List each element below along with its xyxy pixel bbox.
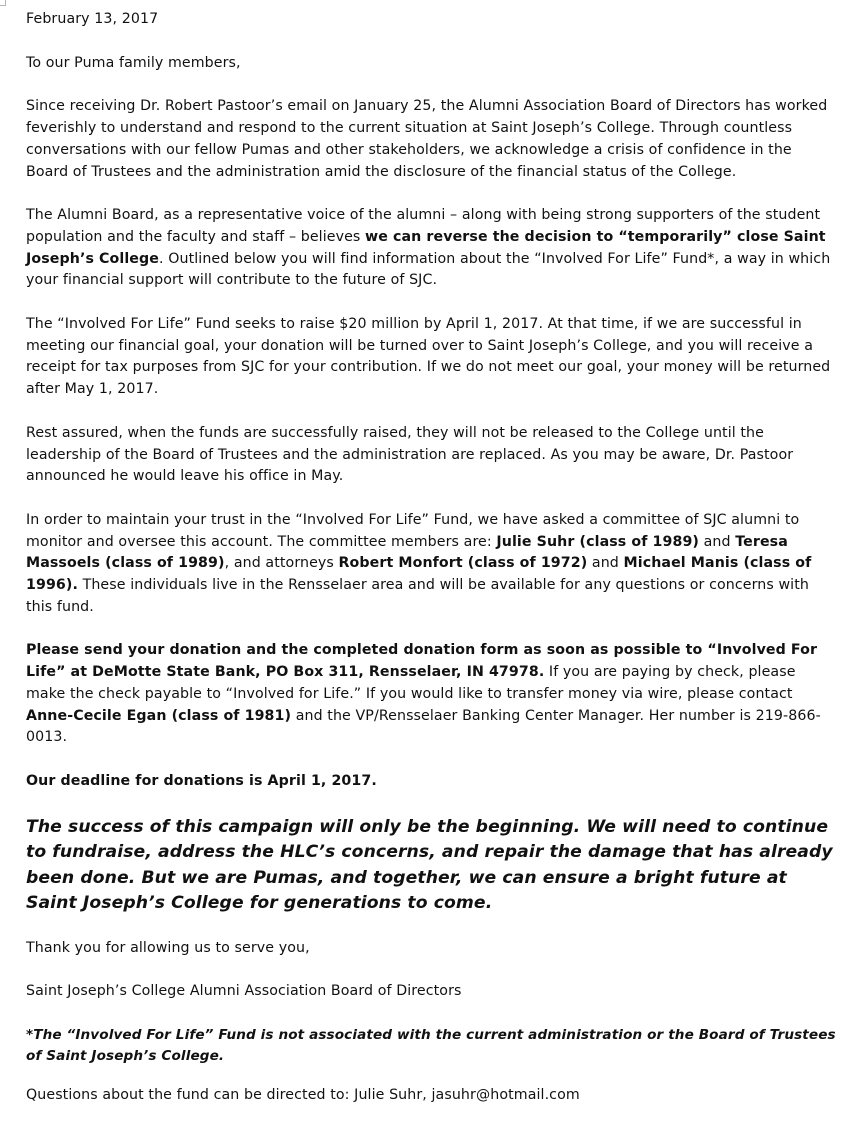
paragraph-situation: Since receiving Dr. Robert Pastoor’s email on January 25, the Alumni Association Board of Directors has worked feverishly to understand and respond to the current situation at Saint Joseph’s College. Through countless conversations with our fellow Pumas and other stakeholders, we acknowledge a crisis of confidence in the Board of Trustees and the administration amid the disclosure of the financial status of the College. xyxy=(26,98,828,180)
letter-signature: Saint Joseph’s College Alumni Association Board of Directors xyxy=(26,983,462,1000)
letter-greeting: To our Puma family members, xyxy=(26,54,241,71)
paragraph-release-conditions: Rest assured, when the funds are successfully raised, they will not be released to the College until the leadership of the Board of Trustees and the administration are replaced. As you may be aware, Dr. Pastoor announced he would leave his office in May. xyxy=(26,424,794,485)
donation-deadline-text: Our deadline for donations is April 1, 2017. xyxy=(26,772,377,789)
fund-footnote: *The “Involved For Life” Fund is not associated with the current administration or the Board of Trustees of Saint Joseph’s College. xyxy=(26,1027,836,1065)
paragraph-fund-goal: The “Involved For Life” Fund seeks to raise $20 million by April 1, 2017. At that time, if we are successful in meeting our financial goal, your donation will be turned over to Saint Joseph’s College, and you will receive a receipt for tax purposes from SJC for your contribution. If we do not meet our goal, your money will be returned after May 1, 2017. xyxy=(26,316,831,398)
conjunction: and xyxy=(699,533,736,550)
paragraph-alumni-board-text: The Alumni Board, as a representative voice of the alumni – along with being strong supporters of the student population and the faculty and staff – believes xyxy=(26,207,821,245)
donation-address: Please send your donation and the completed donation form as soon as possible to “Involved For Life” at DeMotte State Bank, PO Box 311, Rensselaer, IN 47978. xyxy=(26,642,818,681)
paragraph-donation-instructions xyxy=(26,640,838,749)
paragraph-donation-text-end: and the VP/Rensselaer Banking Center Manager. Her number is 219-866-0013. xyxy=(26,707,821,746)
committee-member-teresa-massoels: Teresa Massoels (class of 1989) xyxy=(26,533,788,572)
wire-contact-name: Anne-Cecile Egan (class of 1981) xyxy=(26,707,292,724)
closing-statement: The success of this campaign will only be the beginning. We will need to continue to fundraise, address the HLC’s concerns, and repair the damage that has already been done. But we are Pumas, and together, we can ensure a bright future at Saint Joseph’s College for generations to come. xyxy=(26,816,833,914)
paragraph-alumni-board xyxy=(26,205,838,292)
paragraph-donation-text: If you are paying by check, please make the check payable to “Involved for Life.” If you would like to transfer money via wire, please contact xyxy=(26,664,796,702)
paragraph-committee-attorneys: , and attorneys xyxy=(224,555,339,572)
letter-thanks: Thank you for allowing us to serve you, xyxy=(26,939,310,956)
donation-deadline xyxy=(26,771,838,793)
paragraph-committee xyxy=(26,510,838,619)
contact-questions: Questions about the fund can be directed to: Julie Suhr, jasuhr@hotmail.com xyxy=(26,1087,580,1104)
conjunction: and xyxy=(587,555,624,572)
paragraph-committee-text: In order to maintain your trust in the “Involved For Life” Fund, we have asked a committee of SJC alumni to monitor and oversee this account. The committee members are: xyxy=(26,511,800,550)
page-corner-mark xyxy=(0,0,6,6)
committee-member-michael-manis: Michael Manis (class of 1996). xyxy=(26,555,812,594)
committee-member-julie-suhr: Julie Suhr (class of 1989) xyxy=(496,533,700,550)
reverse-decision-statement: we can reverse the decision to “temporarily” close Saint Joseph’s College xyxy=(26,228,826,267)
paragraph-committee-text-end: These individuals live in the Rensselaer area and will be available for any questions or concerns with this fund. xyxy=(26,577,809,615)
letter-date: February 13, 2017 xyxy=(26,11,159,27)
committee-member-robert-monfort: Robert Monfort (class of 1972) xyxy=(338,555,588,572)
letter-body xyxy=(26,9,838,1129)
paragraph-alumni-board-text-end: . Outlined below you will find information about the “Involved For Life” Fund*, a way in which your financial support will contribute to the future of SJC. xyxy=(26,250,831,289)
